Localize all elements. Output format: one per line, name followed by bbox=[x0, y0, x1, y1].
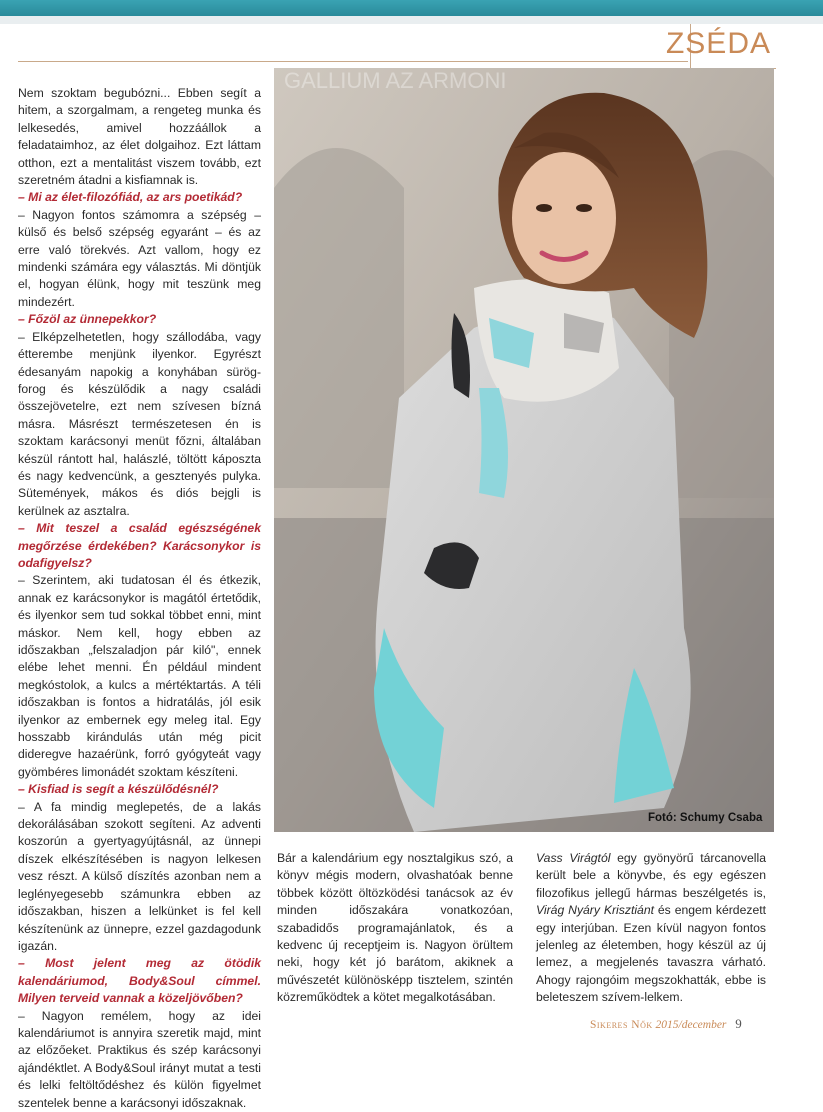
text-run: egy gyönyörű tárcanovella került bele a könyvbe, és egy egészen filozofikus jellegű hármas beszélgetés is, bbox=[536, 851, 766, 900]
interview-question: – Mit teszel a család egészségének megőrzése érdekében? Karácsonykor is odafigyelsz? bbox=[18, 521, 261, 570]
photo-credit: Fotó: Schumy Csaba bbox=[648, 812, 763, 824]
article-column-3 bbox=[536, 850, 766, 1007]
interview-answer: – Szerintem, aki tudatosan él és étkezik, annak ez karácsonykor is magától értetődik, és ilyenkor sem tud sokkal többet enni, mint máskor. Nem kell, hogy ebben az időszakban „felszaladjon pár kiló", ennek elébe lehet menni. Én például mindent megkóstolok, a kulcs a mértéktartás. A téli időszakban is fontos a hidratálás, jól esik ilyenkor az embernek egy meleg ital. Egy hosszabb kirándulás után még picit dideregve hazaérünk, forró gyógyteát vagy gyömbéres limonádét szoktam készíteni. bbox=[18, 573, 261, 779]
portrait-illustration bbox=[274, 68, 774, 832]
interview-question: – Mi az élet-filozófiád, az ars poetikád? bbox=[18, 190, 243, 205]
paragraph: Bár a kalendárium egy nosztalgikus szó, a könyv mégis modern, olvashatóak benne többek között öltözködési tanácsok az év minden időszakára vonatkozóan, szabadidős programajánlatok, és a kedvenc új receptjeim is. Nagyon örültem neki, hogy két jó barátom, akiknek a művészetét különösképp tisztelem, szintén közreműködtek a kötet megalkotásában. bbox=[277, 851, 513, 1005]
article-column-1 bbox=[18, 85, 261, 1112]
interview-question: – Főzöl az ünnepekkor? bbox=[18, 312, 157, 327]
issue-date: 2015/december bbox=[655, 1019, 727, 1031]
interview-question: – Most jelent meg az ötödik kalendáriumod, Body&Soul címmel. Milyen terveid vannak a közeljövőben? bbox=[18, 956, 261, 1006]
top-band-shadow bbox=[0, 16, 823, 24]
text-run: és engem kérdezett egy interjúban. Ezen kívül nagyon fontos jelenleg az életemben, hogy készül az új lemez, a megjelenés tavaszra várható. Ahogy rajongóim megszokhatták, ebbe is beleteszem szívem-lelkem. bbox=[536, 903, 766, 1005]
photo-background-lettering: GALLIUM AZ ARMONI bbox=[284, 68, 507, 93]
interview-question: – Kisfiad is segít a készülődésnél? bbox=[18, 782, 219, 797]
article-column-2 bbox=[277, 850, 513, 1007]
author-name: Vass Virágtól bbox=[536, 851, 611, 865]
interview-answer: Nem szoktam begubózni... Ebben segít a hitem, a szorgalmam, a rengeteg munka és lelkesedés, amivel hozzáállok a feladataimhoz, az élet dolgaihoz. Ezt láttam otthon, ezt a mentalitást viszem tovább, ezt szeretném átadni a kisfiamnak is. bbox=[18, 86, 261, 188]
magazine-name: Sikeres Nők bbox=[590, 1019, 653, 1031]
portrait-photo bbox=[274, 68, 774, 832]
section-title: ZSÉDA bbox=[665, 27, 771, 60]
interview-answer: – Elképzelhetetlen, hogy szállodába, vagy étterembe menjünk ilyenkor. Egyrészt édesanyám napokig a konyhában sürög-forog és készülődik a nagy családi összejövetelre, ezt nem szívesen bízná másra. Másrészt természetesen én is szoktam karácsonyi menüt főzni, általában készül rántott hal, halászlé, töltött káposzta és nagy kedvencünk, a gesztenyés pulyka. Sütemények, mákos és diós bejgli is kerülnek az asztalra. bbox=[18, 329, 261, 518]
top-color-band bbox=[0, 0, 823, 16]
header-rule bbox=[18, 61, 688, 62]
interview-answer: – A fa mindig meglepetés, de a lakás dekorálásában szokott segíteni. Az adventi koszorún a gyertyagyújtásnál, az ünnepi díszek elkészítésében is nagyon lelkesen vesz részt. A külső díszítés azonban nem a leglényegesebb számunkra ebben az időszakban, hiszen a lelkünket is fel kell készítenünk az ünnepre, ezzel gazdagodunk igazán. bbox=[18, 799, 261, 953]
interview-title: Virág Nyáry Krisztiánt bbox=[536, 903, 654, 918]
paragraph bbox=[536, 850, 766, 1007]
interview-answer: – Nagyon remélem, hogy az idei kalendáriumot is annyira szeretik majd, mint az előzőeket. Praktikus és szép karácsonyi ajándéktlet. A Body&Soul irányt mutat a testi és lelki feltöltődéshez és külön figyelmet szentelek benne a karácsonyi időszaknak. bbox=[18, 1008, 261, 1110]
page-number: 9 bbox=[735, 1016, 742, 1031]
interview-answer: – Nagyon fontos számomra a szépség – külső és belső szépség egyaránt – és az erre való törekvés. Azt vallom, hogy ez mindenki számára egy választás. Mi döntjük el, hogyan élünk, hogy mit teszünk meg mindezért. bbox=[18, 207, 261, 309]
page-footer bbox=[590, 1016, 742, 1032]
